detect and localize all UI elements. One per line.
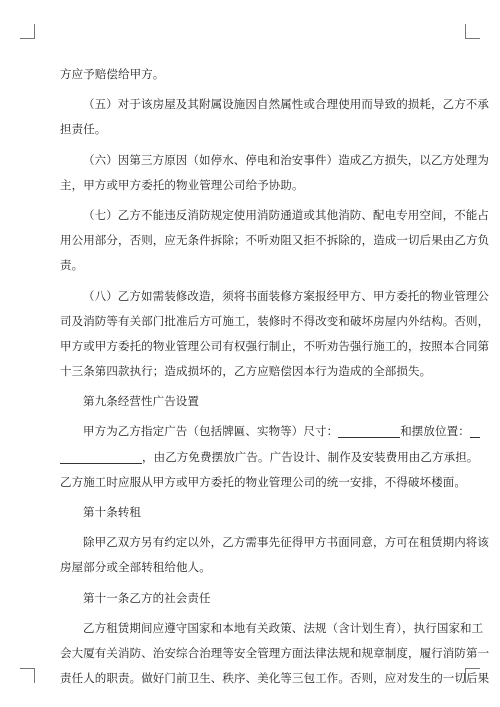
crop-mark-bottom-left — [20, 668, 35, 683]
text-line: 除甲乙双方另有约定以外，乙方需事先征得甲方书面同意，方可在租赁期内将该 — [83, 535, 489, 550]
text-line: 司及消防等有关部门批准后方可施工，装修时不得改变和破坏房屋内外结构。否则， — [60, 313, 490, 328]
text-line: （七）乙方不能违反消防规定使用消防通道或其他消防、配电专用空间，不能占 — [83, 207, 489, 222]
text-segment: 甲方为乙方指定广告（包括牌匾、实物等）尺寸： — [83, 424, 339, 439]
paragraph-clause-7 — [60, 203, 490, 279]
text-line: 乙方施工时应服从甲方或甲方委托的物业管理公司的统一安排，不得破坏楼面。 — [60, 474, 466, 489]
section-heading: 第十条转租 — [83, 505, 141, 519]
heading-article-11 — [60, 586, 440, 611]
heading-article-10 — [60, 500, 440, 525]
text-line: （八）乙方如需装修改造，须将书面装修方案报经甲方、甲方委托的物业管理公 — [83, 288, 489, 303]
text-line: 主，甲方或甲方委托的物业管理公司给予协助。 — [60, 177, 304, 192]
text-line: （五）对于该房屋及其附属设施因自然属性或合理使用而导致的损耗，乙方不承 — [83, 97, 489, 112]
text-line: 责任人的职责。做好门前卫生、秩序、美化等三包工作。否则，应对发生的一切后果 — [60, 671, 490, 686]
fill-in-blank-position[interactable] — [470, 423, 480, 438]
paragraph-sublease — [60, 530, 489, 580]
text-line: 会大厦有关消防、治安综合治理等安全管理方面法律法规和规章制度，履行消防第一 — [60, 645, 490, 660]
text-line: 乙方租赁期间应遵守国家和本地有关政策、法规（含计划生育），执行国家和工 — [83, 620, 484, 635]
text-line: 甲方或甲方委托的物业管理公司有权强行制止，不听劝告强行施工的，按照本合同第 — [60, 338, 490, 353]
text-line: （六）因第三方原因（如停水、停电和治安事件）造成乙方损失，以乙方处理为 — [83, 152, 489, 167]
text-segment: ，由乙方免费摆放广告。广告设计、制作及安装费用由乙方承担。 — [142, 449, 479, 464]
text-line — [60, 445, 479, 470]
paragraph-compensation — [60, 62, 440, 87]
text-line: 房屋部分或全部转租给他人。 — [60, 560, 211, 575]
paragraph-social-responsibility — [60, 616, 490, 692]
fill-in-blank-size[interactable] — [338, 423, 400, 438]
section-heading: 第九条经营性广告设置 — [83, 394, 199, 409]
text-line: 责。 — [60, 258, 84, 273]
section-heading: 第十一条乙方的社会责任 — [83, 590, 211, 605]
text-line: 方应予赔偿给甲方。 — [60, 67, 165, 81]
crop-mark-top-right — [465, 24, 480, 39]
paragraph-clause-5 — [60, 92, 489, 142]
text-line: 用公用部分，否则，应无条件拆除；不听劝阻又拒不拆除的，造成一切后果由乙方负 — [60, 233, 490, 248]
text-segment: 和摆放位置： — [400, 424, 470, 439]
heading-article-9 — [60, 389, 440, 414]
paragraph-clause-6 — [60, 148, 489, 198]
paragraph-advert-size — [60, 419, 479, 495]
text-line: 十三条第四款执行；造成损坏的，乙方应赔偿因本行为造成的全部损失。 — [60, 364, 432, 379]
document-body — [60, 62, 490, 691]
fill-in-blank-position-cont[interactable] — [60, 449, 142, 464]
paragraph-clause-8 — [60, 284, 490, 385]
text-line — [60, 419, 470, 444]
crop-mark-top-left — [20, 24, 35, 39]
text-line: 担责任。 — [60, 122, 107, 137]
